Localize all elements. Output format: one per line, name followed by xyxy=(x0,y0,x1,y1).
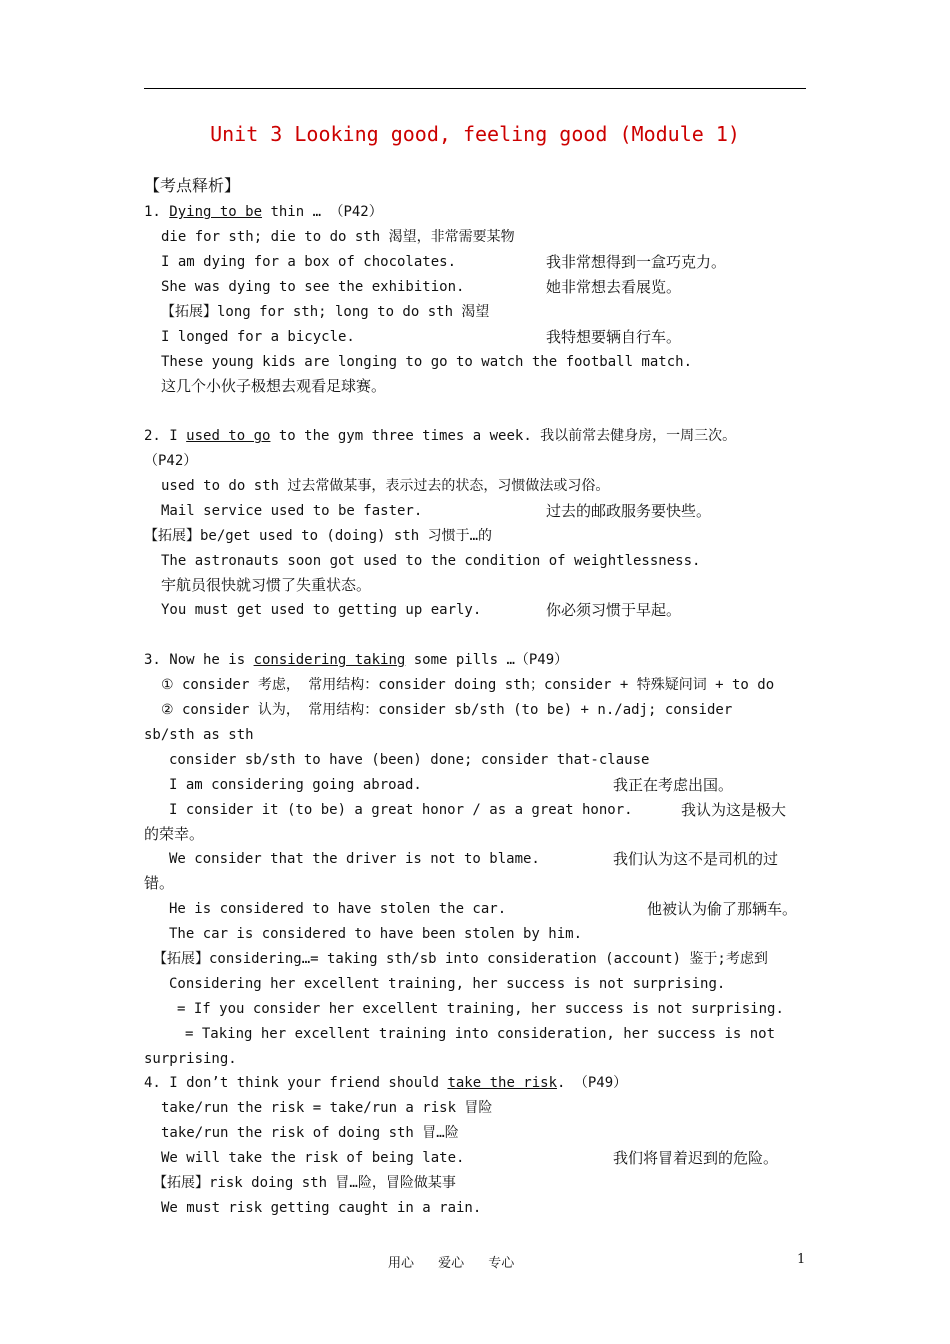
example-en: I am considering going abroad. xyxy=(169,777,422,793)
extension-line: 【拓展】long for sth; long to do sth 渴望 xyxy=(161,304,490,320)
example-en: I longed for a bicycle. xyxy=(161,329,355,345)
example-zh: 宇航员很快就习惯了失重状态。 xyxy=(161,576,372,594)
point-2-heading: 2. I used to go to the gym three times a week. 我以前常去健身房，一周三次。 xyxy=(144,428,737,444)
example-en: = Taking her excellent training into consideration, her success is not xyxy=(185,1026,776,1042)
example-zh: 的荣幸。 xyxy=(144,825,205,843)
example-en: I consider it (to be) a great honor / as a great honor. xyxy=(169,802,633,818)
footer-motto: 用心 爱心 专心 xyxy=(388,1256,515,1271)
point-1-line: die for sth; die to do sth 渴望，非常需要某物 xyxy=(161,229,515,245)
example-zh: 我们认为这不是司机的过 xyxy=(613,850,779,868)
page-number: 1 xyxy=(797,1252,806,1267)
example-zh: 我特想要辆自行车。 xyxy=(546,328,682,346)
page-title: Unit 3 Looking good, feeling good (Module 1) xyxy=(210,122,740,146)
extension-line: 【拓展】considering…= taking sth/sb into consideration (account) 鉴于;考虑到 xyxy=(153,951,768,967)
point-2-line: used to do sth 过去常做某事，表示过去的状态，习惯做法或习俗。 xyxy=(161,478,610,494)
example-zh: 你必须习惯于早起。 xyxy=(546,601,682,619)
example-en: We will take the risk of being late. xyxy=(161,1150,465,1166)
example-en: We consider that the driver is not to blame. xyxy=(169,851,540,867)
example-en: You must get used to getting up early. xyxy=(161,602,482,618)
extension-line: 【拓展】be/get used to (doing) sth 习惯于…的 xyxy=(144,528,493,544)
example-en: Mail service used to be faster. xyxy=(161,503,423,519)
example-en: She was dying to see the exhibition. xyxy=(161,279,465,295)
example-en: surprising. xyxy=(144,1051,237,1067)
example-en: The car is considered to have been stolen by him. xyxy=(169,926,583,942)
example-zh: 她非常想去看展览。 xyxy=(546,278,682,296)
point-1-heading: 1. Dying to be thin … （P42） xyxy=(144,204,383,220)
point-3-line: consider sb/sth to have (been) done; consider that-clause xyxy=(169,752,650,768)
example-en: These young kids are longing to go to watch the football match. xyxy=(161,354,693,370)
point-3-line: ② consider 认为， 常用结构：consider sb/sth (to be) + n./adj; consider xyxy=(161,702,733,718)
section-heading: 【考点释析】 xyxy=(144,176,241,195)
example-zh: 他被认为偷了那辆车。 xyxy=(647,900,798,918)
example-zh: 错。 xyxy=(144,874,175,892)
point-2-line: （P42） xyxy=(144,453,198,469)
example-zh: 过去的邮政服务要快些。 xyxy=(546,502,712,520)
header-rule xyxy=(144,88,806,89)
example-en: He is considered to have stolen the car. xyxy=(169,901,507,917)
example-en: Considering her excellent training, her success is not surprising. xyxy=(169,976,726,992)
point-4-line: take/run the risk = take/run a risk 冒险 xyxy=(161,1100,493,1116)
point-3-line: ① consider 考虑， 常用结构：consider doing sth；consider + 特殊疑问词 + to do xyxy=(161,677,775,693)
example-en: The astronauts soon got used to the condition of weightlessness. xyxy=(161,553,701,569)
point-4-heading: 4. I don’t think your friend should take the risk. （P49） xyxy=(144,1075,628,1091)
example-zh: 我们将冒着迟到的危险。 xyxy=(613,1149,779,1167)
example-zh: 我正在考虑出国。 xyxy=(613,776,734,794)
example-zh: 这几个小伙子极想去观看足球赛。 xyxy=(161,377,387,395)
example-zh: 我认为这是极大 xyxy=(681,801,787,819)
example-en: I am dying for a box of chocolates. xyxy=(161,254,457,270)
point-3-line: sb/sth as sth xyxy=(144,727,254,743)
example-zh: 我非常想得到一盒巧克力。 xyxy=(546,253,727,271)
example-en: We must risk getting caught in a rain. xyxy=(161,1200,482,1216)
point-4-line: take/run the risk of doing sth 冒…险 xyxy=(161,1125,459,1141)
point-3-heading: 3. Now he is considering taking some pills …（P49） xyxy=(144,652,569,668)
extension-line: 【拓展】risk doing sth 冒…险，冒险做某事 xyxy=(153,1175,456,1191)
example-en: = If you consider her excellent training, her success is not surprising. xyxy=(177,1001,784,1017)
